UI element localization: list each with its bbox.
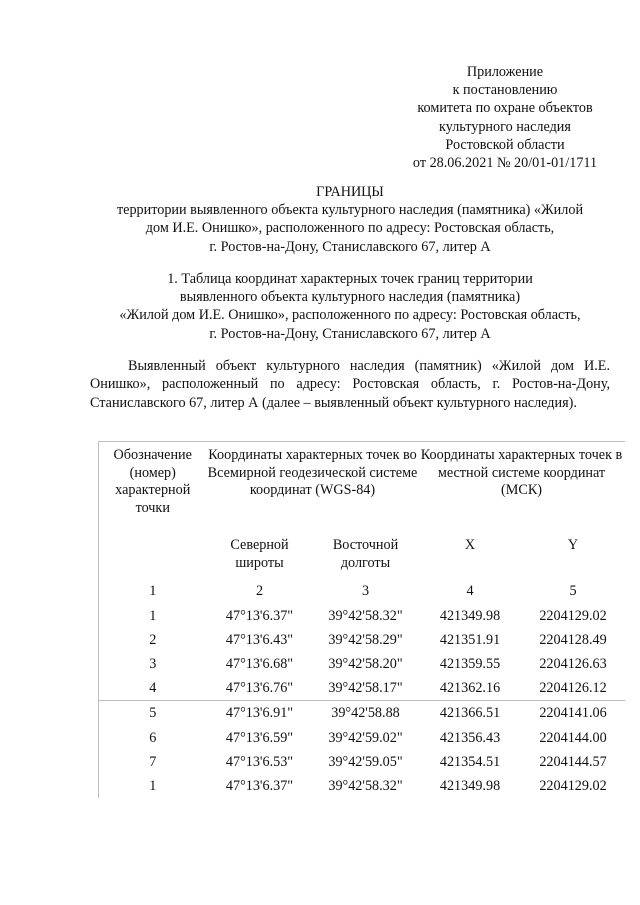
col-msk-header: Координаты характерных точек в местной системе координат (МСК) [419,442,625,538]
appendix-line: культурного наследия [439,118,571,135]
table-row [99,628,625,652]
appendix-block [380,63,630,172]
point-id: 6 [99,726,207,750]
title-heading: ГРАНИЦЫ [316,184,384,200]
description-paragraph [90,357,610,412]
table-row [99,750,625,774]
column-number: 3 [361,583,370,599]
coord-y: 2204144.00 [539,729,607,746]
col-point-header: Обозначение (номер) характерной точки [99,442,207,538]
latitude: 47°13'6.68" [225,656,294,672]
table-row [99,726,625,750]
appendix-line: комитета по охране объектов [417,100,593,117]
section-line: г. Ростов-на-Дону, Станиславского 67, литер А [209,325,491,342]
coord-y: 2204126.63 [539,656,607,672]
point-id: 7 [99,750,207,774]
coord-x: 421359.55 [439,656,501,672]
column-number: 2 [255,583,264,599]
paragraph-text: Выявленный объект культурного наследия (памятник) «Жилой дом И.Е. Онишко», расположенный по адресу: Ростовская область, г. Ростов-на-Дону, Станиславского 67, литер А (далее – выявленный объект культурного наследия). [90,358,610,411]
coord-y: 2204141.06 [522,701,625,726]
table-row [99,652,625,676]
coordinates-table [98,441,625,798]
section-line: 1. Таблица координат характерных точек границ территории [167,271,533,287]
title-line: дом И.Е. Онишко», расположенного по адресу: Ростовская область, [145,220,555,237]
document-title [80,183,620,256]
latitude: 47°13'6.43" [225,631,294,648]
latitude: 47°13'6.37" [225,607,294,624]
coord-x: 421356.43 [439,729,501,746]
point-id: 1 [99,774,207,798]
section-line: выявленного объекта культурного наследия (памятника) [179,289,521,306]
latitude: 47°13'6.76" [225,680,294,697]
longitude: 39°42'58.88 [313,701,419,726]
coord-x: 421349.98 [439,607,501,624]
latitude: 47°13'6.37" [225,778,294,795]
longitude: 39°42'58.29" [328,631,403,648]
column-number: 4 [466,583,474,599]
title-line: г. Ростов-на-Дону, Станиславского 67, литер А [209,238,491,255]
column-number: 5 [569,583,577,599]
sub-x-header: X [464,537,476,553]
latitude: 47°13'6.59" [225,729,294,746]
coord-y: 2204126.12 [539,680,607,697]
coord-y: 2204128.49 [539,631,607,648]
coord-x: 421351.91 [439,631,501,648]
point-id: 5 [99,701,207,726]
table-row [99,604,625,628]
sub-north-header: Северной широты [230,537,289,571]
latitude: 47°13'6.53" [225,753,294,770]
longitude: 39°42'59.02" [328,729,403,746]
section-heading [80,270,620,343]
point-id: 4 [99,676,207,701]
point-id: 1 [99,604,207,628]
table-row [99,676,625,701]
appendix-line: к постановлению [452,82,558,99]
appendix-date-number: от 28.06.2021 № 20/01-01/1711 [412,155,598,172]
coord-y: 2204129.02 [539,778,607,795]
coord-x: 421366.51 [419,701,522,726]
coord-x: 421362.16 [439,680,501,697]
section-line: «Жилой дом И.Е. Онишко», расположенного по адресу: Ростовская область, [119,307,581,324]
title-line: территории выявленного объекта культурного наследия (памятника) «Жилой [116,202,584,219]
longitude: 39°42'58.32" [328,607,403,624]
coord-x: 421349.98 [439,778,501,795]
sub-east-header: Восточной долготы [332,537,399,571]
coord-x: 421354.51 [439,753,501,770]
longitude: 39°42'59.05" [328,753,403,770]
longitude: 39°42'58.32" [328,778,403,795]
coord-y: 2204129.02 [539,607,607,624]
coord-y: 2204144.57 [539,753,607,770]
appendix-line: Приложение [466,64,544,80]
point-id: 2 [99,628,207,652]
longitude: 39°42'58.17" [328,680,403,697]
latitude: 47°13'6.91" [207,701,313,726]
table-row [99,774,625,798]
table-row [99,701,625,726]
longitude: 39°42'58.20" [328,656,403,672]
point-id: 3 [99,652,207,676]
column-number: 1 [99,580,207,604]
column-number-row [99,580,625,604]
appendix-line: Ростовской области [445,136,565,153]
empty-cell [99,537,207,580]
col-wgs84-header: Координаты характерных точек во Всемирной геодезической системе координат (WGS-84) [207,442,419,538]
sub-y-header: Y [567,537,579,553]
